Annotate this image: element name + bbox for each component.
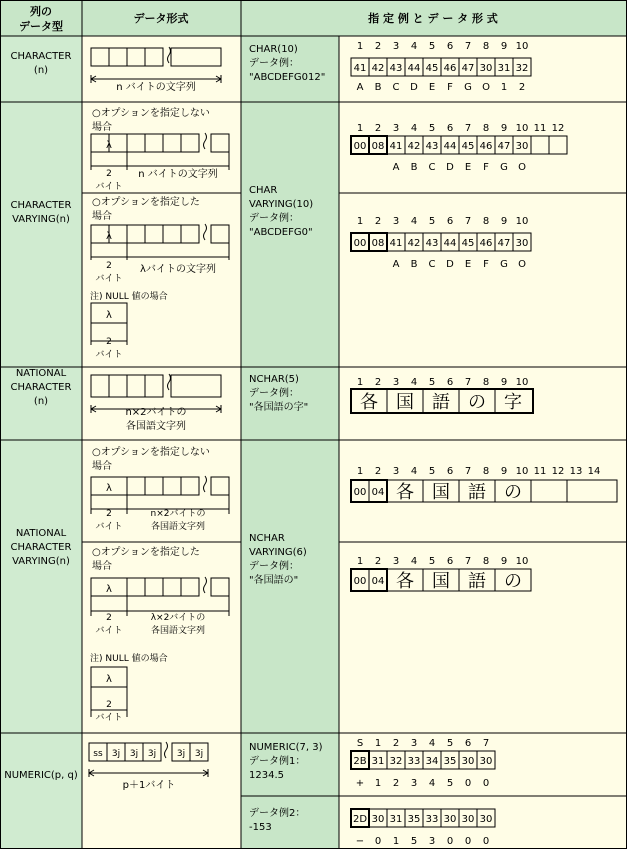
hex-value: 33 <box>425 814 439 825</box>
position-number: 9 <box>500 377 508 388</box>
hex-value: 00 <box>353 141 367 152</box>
header-datatype: 列の <box>30 5 52 18</box>
position-number: 4 <box>410 377 418 388</box>
position-number: 11 <box>533 123 547 134</box>
datatype-label: NUMERIC(p, q) <box>4 770 78 781</box>
position-number: 7 <box>464 556 472 567</box>
char-value: 5 <box>410 836 418 847</box>
header-format: データ形式 <box>133 12 189 25</box>
char-value: 5 <box>446 778 454 789</box>
kanji-char: の <box>504 571 522 592</box>
spec-label: データ例2： <box>249 808 306 819</box>
datatype-label: CHARACTER <box>10 51 72 62</box>
hex-value: 31 <box>497 63 511 74</box>
position-number: 1 <box>356 216 364 227</box>
spec-label: VARYING(6) <box>249 547 307 558</box>
kanji-char: の <box>468 392 486 413</box>
hex-value: 43 <box>425 141 439 152</box>
spec-label: VARYING(10) <box>249 199 314 210</box>
format-caption: 各国語文字列 <box>150 626 206 636</box>
position-number: 8 <box>482 123 490 134</box>
spec-label: "各国語の字" <box>249 402 309 413</box>
position-number: 6 <box>464 738 472 749</box>
position-number: 2 <box>374 556 382 567</box>
char-value: + <box>355 778 365 789</box>
spec-label: データ例： <box>249 388 299 399</box>
hex-value: 30 <box>371 814 385 825</box>
format-caption: 2 <box>106 261 112 271</box>
char-value: 2 <box>392 778 400 789</box>
kanji-char: 国 <box>396 392 414 413</box>
position-number: 4 <box>410 123 418 134</box>
format-caption: n×2バイトの <box>125 407 187 418</box>
hex-value: 45 <box>425 63 439 74</box>
datatype-label: CHARACTER <box>10 200 72 211</box>
hex-value: 2B <box>353 756 367 767</box>
char-value: O <box>518 162 526 173</box>
kanji-char: 字 <box>504 392 522 413</box>
format-caption: バイト <box>95 182 123 192</box>
position-number: 8 <box>482 377 490 388</box>
hex-value: 47 <box>461 63 475 74</box>
position-number: 10 <box>515 41 529 52</box>
hex-value: 42 <box>407 238 421 249</box>
position-number: 5 <box>446 738 454 749</box>
hex-value: 45 <box>461 141 475 152</box>
kanji-char: 語 <box>468 482 486 503</box>
spec-label: NCHAR(5) <box>249 374 299 385</box>
format-cell-label: 3j <box>111 749 121 759</box>
char-value: B <box>374 82 382 93</box>
char-value: 0 <box>482 778 490 789</box>
position-number: 9 <box>500 466 508 477</box>
position-number: 5 <box>428 466 436 477</box>
char-value: 0 <box>482 836 490 847</box>
datatype-label: (n) <box>33 65 49 76</box>
position-number: 10 <box>515 216 529 227</box>
hex-value: 43 <box>425 238 439 249</box>
null-note: 注) NULL 値の場合 <box>90 654 168 664</box>
char-value: B <box>410 162 418 173</box>
kanji-char: 国 <box>432 482 450 503</box>
char-value: 1 <box>392 836 400 847</box>
position-number: 4 <box>410 556 418 567</box>
hex-value: 31 <box>389 814 403 825</box>
format-option: ○オプションを指定した <box>92 547 200 558</box>
datatype-label: VARYING(n) <box>12 556 70 567</box>
kanji-char: 語 <box>468 571 486 592</box>
format-caption: 2 <box>106 337 112 347</box>
header-datatype: データ型 <box>19 20 63 33</box>
format-cell-label: 3j <box>194 749 204 759</box>
position-number: 3 <box>392 377 400 388</box>
char-value: D <box>446 259 454 270</box>
lambda-label: λ <box>106 483 112 494</box>
spec-label: CHAR(10) <box>249 44 298 55</box>
position-number: 3 <box>392 556 400 567</box>
position-number: S <box>356 738 364 749</box>
format-caption: バイト <box>95 274 123 284</box>
format-caption: バイト <box>95 626 123 636</box>
format-caption: λ×2バイトの <box>150 613 206 623</box>
char-value: 1 <box>500 82 508 93</box>
position-number: 11 <box>533 466 547 477</box>
hex-value: 43 <box>389 63 403 74</box>
hex-value: 00 <box>353 487 367 498</box>
hex-value: 45 <box>461 238 475 249</box>
position-number: 2 <box>374 41 382 52</box>
hex-value: 30 <box>461 756 475 767</box>
kanji-char: 国 <box>432 571 450 592</box>
position-number: 2 <box>374 216 382 227</box>
position-number: 8 <box>482 556 490 567</box>
spec-label: CHAR <box>249 185 278 196</box>
char-value: 3 <box>428 836 436 847</box>
position-number: 6 <box>446 377 454 388</box>
hex-value: 30 <box>479 63 493 74</box>
spec-label: "各国語の" <box>249 575 299 586</box>
lambda-label: λ <box>106 231 112 242</box>
spec-label: データ例： <box>249 213 299 224</box>
hex-value: 04 <box>371 576 385 587</box>
position-number: 7 <box>482 738 490 749</box>
datatype-label: CHARACTER <box>10 382 72 393</box>
char-value: 2 <box>518 82 526 93</box>
position-number: 10 <box>515 377 529 388</box>
datatype-label: NATIONAL <box>15 368 67 379</box>
char-value: 0 <box>464 778 472 789</box>
hex-value: 35 <box>443 756 457 767</box>
hex-value: 44 <box>407 63 421 74</box>
position-number: 1 <box>356 123 364 134</box>
null-note: 注) NULL 値の場合 <box>90 292 168 302</box>
position-number: 10 <box>515 556 529 567</box>
position-number: 3 <box>392 41 400 52</box>
hex-value: 41 <box>389 141 403 152</box>
kanji-char: 各 <box>360 392 378 413</box>
position-number: 7 <box>464 123 472 134</box>
position-number: 1 <box>374 738 382 749</box>
hex-value: 33 <box>407 756 421 767</box>
char-value: G <box>500 162 508 173</box>
spec-label: -153 <box>249 822 272 833</box>
hex-value: 31 <box>371 756 385 767</box>
position-number: 9 <box>500 556 508 567</box>
format-cell-label: 3j <box>176 749 186 759</box>
hex-value: 44 <box>443 238 457 249</box>
char-value: E <box>464 162 472 173</box>
format-caption: n バイトの文字列 <box>138 169 218 180</box>
hex-value: 32 <box>389 756 403 767</box>
format-caption: n×2バイトの <box>150 509 206 519</box>
position-number: 3 <box>392 216 400 227</box>
format-caption: 各国語文字列 <box>126 421 186 432</box>
position-number: 3 <box>392 466 400 477</box>
lambda-label: λ <box>106 140 112 151</box>
format-caption: 2 <box>106 700 112 710</box>
hex-value: 46 <box>479 238 493 249</box>
char-value: O <box>482 82 490 93</box>
char-value: C <box>392 82 400 93</box>
char-value: 4 <box>428 778 436 789</box>
position-number: 2 <box>374 377 382 388</box>
spec-label: NCHAR <box>249 533 285 544</box>
char-value: A <box>392 162 400 173</box>
position-number: 9 <box>500 123 508 134</box>
char-value: G <box>500 259 508 270</box>
position-number: 3 <box>410 738 418 749</box>
hex-value: 30 <box>515 238 529 249</box>
spec-label: データ例： <box>249 58 299 69</box>
position-number: 9 <box>500 216 508 227</box>
hex-value: 00 <box>353 576 367 587</box>
char-value: G <box>464 82 472 93</box>
char-value: A <box>356 82 364 93</box>
position-number: 6 <box>446 216 454 227</box>
position-number: 4 <box>410 216 418 227</box>
position-number: 3 <box>392 123 400 134</box>
position-number: 6 <box>446 556 454 567</box>
char-value: C <box>428 259 436 270</box>
spec-label: 1234.5 <box>249 770 284 781</box>
char-value: E <box>464 259 472 270</box>
format-caption: 2 <box>106 613 112 623</box>
hex-value: 30 <box>515 141 529 152</box>
spec-label: NUMERIC(7, 3) <box>249 742 323 753</box>
hex-value: 34 <box>425 756 439 767</box>
char-value: F <box>447 82 453 93</box>
position-number: 13 <box>569 466 583 477</box>
format-caption: バイト <box>95 522 123 532</box>
position-number: 2 <box>374 123 382 134</box>
lambda-label: λ <box>106 674 112 685</box>
hex-value: 30 <box>479 756 493 767</box>
position-number: 5 <box>428 377 436 388</box>
position-number: 7 <box>464 216 472 227</box>
hex-value: 47 <box>497 238 511 249</box>
char-value: D <box>410 82 418 93</box>
position-number: 4 <box>428 738 436 749</box>
position-number: 12 <box>551 466 565 477</box>
hex-value: 44 <box>443 141 457 152</box>
hex-value: 08 <box>371 238 385 249</box>
char-value: D <box>446 162 454 173</box>
position-number: 1 <box>356 377 364 388</box>
position-number: 8 <box>482 466 490 477</box>
format-caption: 2 <box>106 509 112 519</box>
format-caption: n バイトの文字列 <box>116 82 196 93</box>
position-number: 7 <box>464 466 472 477</box>
kanji-char: 語 <box>432 392 450 413</box>
position-number: 1 <box>356 41 364 52</box>
position-number: 4 <box>410 466 418 477</box>
position-number: 8 <box>482 216 490 227</box>
char-value: O <box>518 259 526 270</box>
spec-label: "ABCDEFG012" <box>249 72 326 83</box>
char-value: 0 <box>464 836 472 847</box>
position-number: 4 <box>410 41 418 52</box>
format-option: ○オプションを指定した <box>92 197 200 208</box>
format-caption: p＋1バイト <box>122 780 176 791</box>
datatype-label: VARYING(n) <box>12 214 70 225</box>
hex-value: 42 <box>407 141 421 152</box>
char-value: E <box>428 82 436 93</box>
hex-value: 04 <box>371 487 385 498</box>
position-number: 6 <box>446 466 454 477</box>
position-number: 2 <box>374 466 382 477</box>
char-value: 1 <box>374 778 382 789</box>
position-number: 5 <box>428 123 436 134</box>
position-number: 7 <box>464 377 472 388</box>
datatype-label: CHARACTER <box>10 542 72 553</box>
lambda-label: λ <box>106 584 112 595</box>
hex-value: 41 <box>353 63 367 74</box>
char-value: 0 <box>446 836 454 847</box>
spec-label: "ABCDEFG0" <box>249 227 313 238</box>
kanji-char: の <box>504 482 522 503</box>
format-option: ○オプションを指定しない <box>92 447 210 458</box>
hex-value: 46 <box>479 141 493 152</box>
position-number: 8 <box>482 41 490 52</box>
format-caption: バイト <box>95 713 123 723</box>
char-value: 0 <box>374 836 382 847</box>
hex-value: 46 <box>443 63 457 74</box>
format-cell-label: ss <box>93 749 103 759</box>
position-number: 5 <box>428 556 436 567</box>
char-value: C <box>428 162 436 173</box>
format-caption: バイト <box>95 350 123 360</box>
format-caption: λバイトの文字列 <box>140 264 216 275</box>
char-value: F <box>483 259 489 270</box>
hex-value: 30 <box>461 814 475 825</box>
datatype-label: NATIONAL <box>15 528 67 539</box>
header-spec: 指 定 例 と デ ー タ 形 式 <box>368 12 498 25</box>
position-number: 7 <box>464 41 472 52</box>
format-option: ○オプションを指定しない <box>92 108 210 119</box>
format-cell-label: 3j <box>129 749 139 759</box>
position-number: 1 <box>356 466 364 477</box>
hex-value: 35 <box>407 814 421 825</box>
char-value: B <box>410 259 418 270</box>
hex-value: 41 <box>389 238 403 249</box>
char-value: F <box>483 162 489 173</box>
position-number: 10 <box>515 466 529 477</box>
hex-value: 32 <box>515 63 529 74</box>
position-number: 6 <box>446 123 454 134</box>
kanji-char: 各 <box>396 571 414 592</box>
lambda-label: λ <box>106 310 112 321</box>
kanji-char: 各 <box>396 482 414 503</box>
position-number: 14 <box>587 466 601 477</box>
position-number: 1 <box>356 556 364 567</box>
format-caption: 各国語文字列 <box>150 522 206 532</box>
format-cell-label: 3j <box>147 749 157 759</box>
hex-value: 00 <box>353 238 367 249</box>
position-number: 6 <box>446 41 454 52</box>
position-number: 9 <box>500 41 508 52</box>
hex-value: 30 <box>479 814 493 825</box>
position-number: 5 <box>428 41 436 52</box>
position-number: 5 <box>428 216 436 227</box>
format-option: 場合 <box>92 461 112 472</box>
spec-label: データ例1： <box>249 756 306 767</box>
datatype-label: (n) <box>33 396 49 407</box>
hex-value: 08 <box>371 141 385 152</box>
hex-value: 2D <box>352 814 368 825</box>
hex-value: 47 <box>497 141 511 152</box>
position-number: 12 <box>551 123 565 134</box>
format-option: 場合 <box>92 122 112 133</box>
char-value: 3 <box>410 778 418 789</box>
hex-value: 42 <box>371 63 385 74</box>
hex-value: 30 <box>443 814 457 825</box>
position-number: 10 <box>515 123 529 134</box>
char-value: A <box>392 259 400 270</box>
position-number: 2 <box>392 738 400 749</box>
format-caption: 2 <box>106 169 112 179</box>
spec-label: データ例： <box>249 561 299 572</box>
char-value: − <box>355 836 365 847</box>
format-option: 場合 <box>92 211 112 222</box>
format-option: 場合 <box>92 561 112 572</box>
